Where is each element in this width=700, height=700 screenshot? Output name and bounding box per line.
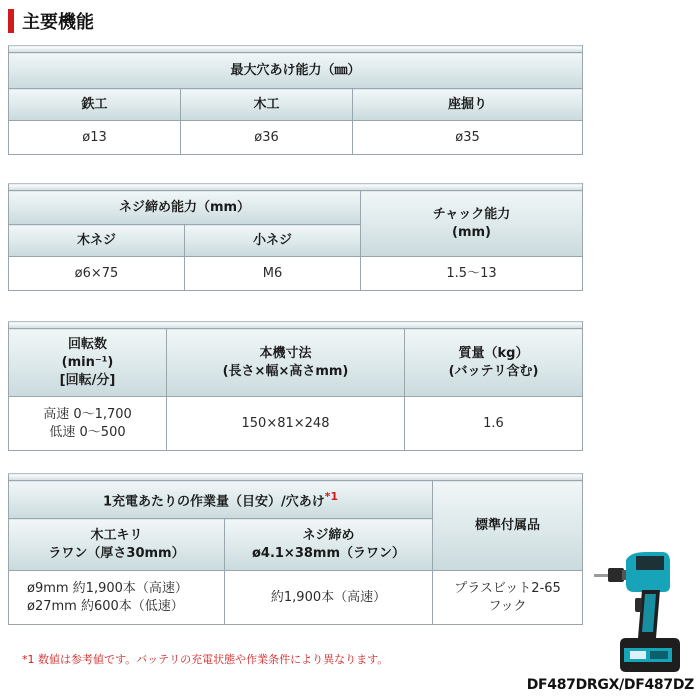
rotation-header-line1: 回転数 bbox=[67, 336, 107, 352]
rotation-header-line2: (min⁻¹) bbox=[61, 354, 114, 370]
screw-capacity-table bbox=[8, 183, 583, 291]
weight-header-line2: (バッテリ含む) bbox=[448, 363, 539, 379]
footnote: *1 数値は参考値です。バッテリの充電状態や作業条件により異なります。 bbox=[22, 653, 389, 666]
workload-header-footnote-mark: *1 bbox=[324, 489, 338, 503]
workload-col1-value-line2: ø27mm 約600本（低速） bbox=[27, 598, 184, 614]
screw-col-wood-screw: 木ネジ bbox=[9, 225, 185, 257]
workload-value-screw: 約1,900本（高速） bbox=[225, 571, 433, 625]
drilling-col-steel: 鉄工 bbox=[9, 89, 181, 121]
rotation-table bbox=[8, 321, 583, 451]
drilling-capacity-header: 最大穴あけ能力（㎜） bbox=[9, 53, 583, 89]
weight-header bbox=[405, 329, 583, 397]
workload-col1-line1: 木工キリ bbox=[90, 527, 143, 543]
section-accent-bar bbox=[8, 9, 14, 33]
section-title: 主要機能 bbox=[22, 12, 94, 33]
rotation-header bbox=[9, 329, 167, 397]
rotation-value-high: 高速 0〜1,700 bbox=[43, 406, 132, 422]
chuck-header-line2: (mm) bbox=[452, 224, 491, 240]
table-cap bbox=[9, 46, 583, 53]
rotation-value bbox=[9, 397, 167, 451]
accessories-header: 標準付属品 bbox=[433, 481, 583, 571]
screw-col-machine-screw: 小ネジ bbox=[185, 225, 361, 257]
chuck-capacity-value: 1.5〜13 bbox=[361, 257, 583, 291]
drilling-col-counterbore: 座掘り bbox=[353, 89, 583, 121]
section-header bbox=[8, 8, 94, 34]
product-image bbox=[590, 540, 694, 680]
screw-value-wood-screw: ø6×75 bbox=[9, 257, 185, 291]
workload-header bbox=[9, 481, 433, 519]
accessories-line1: プラスビット2-65 bbox=[454, 580, 561, 596]
dimensions-header-line1: 本機寸法 bbox=[259, 345, 312, 361]
drilling-value-counterbore: ø35 bbox=[353, 121, 583, 155]
dimensions-header-line2: (長さ×幅×高さmm) bbox=[222, 363, 349, 379]
weight-value: 1.6 bbox=[405, 397, 583, 451]
dimensions-header bbox=[167, 329, 405, 397]
drilling-col-wood: 木工 bbox=[181, 89, 353, 121]
workload-col2-line2: ø4.1×38mm（ラワン） bbox=[251, 545, 406, 561]
weight-header-line1: 質量（kg） bbox=[458, 345, 529, 361]
table-cap bbox=[9, 474, 583, 481]
model-number: DF487DRGX/DF487DZ bbox=[526, 677, 694, 693]
drilling-capacity-table bbox=[8, 45, 583, 155]
drill-illustration bbox=[590, 540, 694, 680]
workload-col2-line1: ネジ締め bbox=[302, 527, 355, 543]
workload-header-text: 1充電あたりの作業量（目安）/穴あけ bbox=[103, 494, 325, 510]
chuck-capacity-header bbox=[361, 191, 583, 257]
drilling-value-steel: ø13 bbox=[9, 121, 181, 155]
screw-value-machine-screw: M6 bbox=[185, 257, 361, 291]
table-cap bbox=[9, 322, 583, 329]
rotation-value-low: 低速 0〜500 bbox=[49, 424, 126, 440]
workload-col1-line2: ラワン（厚さ30mm） bbox=[48, 545, 185, 561]
workload-table bbox=[8, 473, 583, 625]
table-cap bbox=[9, 184, 583, 191]
drilling-value-wood: ø36 bbox=[181, 121, 353, 155]
dimensions-value: 150×81×248 bbox=[167, 397, 405, 451]
workload-value-wood-bit bbox=[9, 571, 225, 625]
workload-col1-value-line1: ø9mm 約1,900本（高速） bbox=[27, 580, 188, 596]
accessories-line2: フック bbox=[488, 598, 527, 614]
rotation-header-line3: [回転/分] bbox=[59, 372, 116, 388]
accessories-value bbox=[433, 571, 583, 625]
screw-capacity-header: ネジ締め能力（mm） bbox=[9, 191, 361, 225]
workload-col-wood-bit bbox=[9, 519, 225, 571]
workload-col-screw bbox=[225, 519, 433, 571]
chuck-header-line1: チャック能力 bbox=[432, 206, 511, 222]
